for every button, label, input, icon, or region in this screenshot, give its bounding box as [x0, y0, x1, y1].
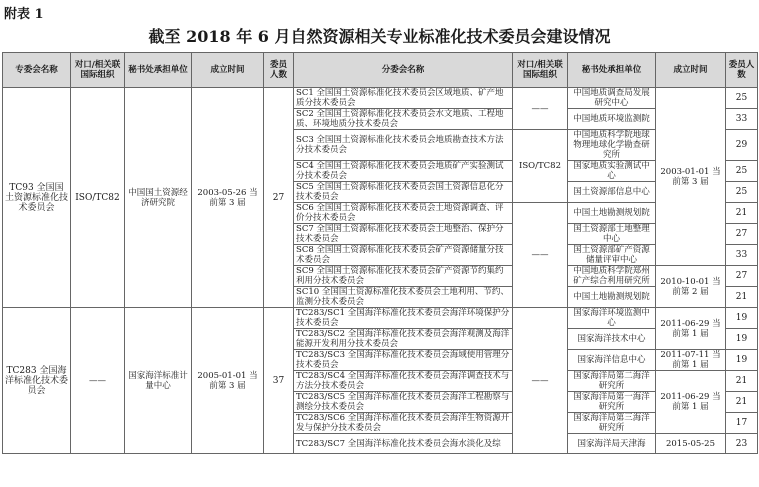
sub-name: SC8 全国国土资源标准化技术委员会矿产资源储量分技术委员会 [294, 245, 513, 266]
sub-secretariat: 中国地质科学院地球物理地球化学勘查研究所 [568, 130, 656, 161]
sub-name: TC283/SC1 全国海洋标准化技术委员会海洋环境保护分技术委员会 [294, 308, 513, 329]
sub-name: TC283/SC3 全国海洋标准化技术委员会海域使用管理分技术委员会 [294, 350, 513, 371]
sub-members: 33 [726, 245, 758, 266]
committee-members: 27 [264, 88, 294, 308]
sub-secretariat: 国家海洋技术中心 [568, 329, 656, 350]
sub-intl-org: —— [513, 308, 568, 454]
sub-name: SC10 全国国土资源标准化技术委员会土地利用、节约、监测分技术委员会 [294, 287, 513, 308]
table-header-row [3, 53, 758, 88]
sub-members: 17 [726, 413, 758, 434]
sub-intl-org: ISO/TC82 [513, 130, 568, 203]
appendix-label: 附表 1 [4, 7, 44, 22]
document-title: 截至 2018 年 6 月自然资源相关专业标准化技术委员会建设情况 [148, 27, 611, 46]
committee-established: 2003-05-26 当前第 3 届 [192, 88, 264, 308]
sub-name: TC283/SC4 全国海洋标准化技术委员会海洋调查技术与方法分技术委员会 [294, 371, 513, 392]
sub-members: 25 [726, 182, 758, 203]
sub-established: 2011-06-29 当前第 1 届 [656, 371, 726, 434]
sub-established: 2011-06-29 当前第 1 届 [656, 308, 726, 350]
sub-secretariat: 国家海洋局第二海洋研究所 [568, 371, 656, 392]
sub-intl-org: —— [513, 203, 568, 308]
committee-intl-org: —— [71, 308, 125, 454]
header-intl-org: 对口/相关联国际组织 [71, 53, 125, 88]
sub-members: 25 [726, 161, 758, 182]
sub-secretariat: 国家地质实验测试中心 [568, 161, 656, 182]
sub-established: 2011-07-11 当前第 1 届 [656, 350, 726, 371]
sub-members: 27 [726, 266, 758, 287]
committee-members: 37 [264, 308, 294, 454]
sub-secretariat: 中国地质科学院郑州矿产综合利用研究所 [568, 266, 656, 287]
table-row [3, 88, 758, 109]
sub-members: 33 [726, 109, 758, 130]
sub-secretariat: 国家海洋局天津海 [568, 434, 656, 454]
committee-table [2, 52, 758, 454]
sub-secretariat: 国家海洋局第一海洋研究所 [568, 392, 656, 413]
sub-members: 21 [726, 287, 758, 308]
sub-members: 29 [726, 130, 758, 161]
sub-intl-org: —— [513, 88, 568, 130]
header-secretariat: 秘书处承担单位 [125, 53, 192, 88]
sub-secretariat: 国家海洋局第三海洋研究所 [568, 413, 656, 434]
sub-name: TC283/SC5 全国海洋标准化技术委员会海洋工程勘察与测绘分技术委员会 [294, 392, 513, 413]
sub-members: 19 [726, 350, 758, 371]
committee-established: 2005-01-01 当前第 3 届 [192, 308, 264, 454]
sub-name: SC3 全国国土资源标准化技术委员会地质勘查技术方法分技术委员会 [294, 130, 513, 161]
header-sub-secretariat: 秘书处承担单位 [568, 53, 656, 88]
committee-name: TC93 全国国土资源标准化技术委员会 [3, 88, 71, 308]
sub-established: 2015-05-25 [656, 434, 726, 454]
sub-members: 23 [726, 434, 758, 454]
sub-members: 25 [726, 88, 758, 109]
committee-secretariat: 中国国土资源经济研究院 [125, 88, 192, 308]
header-sub-name: 分委会名称 [294, 53, 513, 88]
sub-name: SC4 全国国土资源标准化技术委员会地质矿产实验测试分技术委员会 [294, 161, 513, 182]
sub-name: SC6 全国国土资源标准化技术委员会土地资源调查、评价分技术委员会 [294, 203, 513, 224]
sub-secretariat: 国土资源部土地整理中心 [568, 224, 656, 245]
sub-members: 21 [726, 371, 758, 392]
committee-name: TC283 全国海洋标准化技术委员会 [3, 308, 71, 454]
sub-name: SC9 全国国土资源标准化技术委员会矿产资源节约集约利用分技术委员会 [294, 266, 513, 287]
sub-secretariat: 国家海洋信息中心 [568, 350, 656, 371]
sub-name: SC2 全国国土资源标准化技术委员会水文地质、工程地质、环境地质分技术委员会 [294, 109, 513, 130]
sub-established: 2003-01-01 当前第 3 届 [656, 88, 726, 266]
header-committee-name: 专委会名称 [3, 53, 71, 88]
sub-secretariat: 国土资源部信息中心 [568, 182, 656, 203]
sub-members: 21 [726, 203, 758, 224]
table-row [3, 308, 758, 329]
header-sub-members: 委员人数 [726, 53, 758, 88]
sub-members: 27 [726, 224, 758, 245]
committee-intl-org: ISO/TC82 [71, 88, 125, 308]
sub-secretariat: 国土资源部矿产资源储量评审中心 [568, 245, 656, 266]
sub-members: 19 [726, 308, 758, 329]
sub-secretariat: 中国土地勘测规划院 [568, 203, 656, 224]
sub-secretariat: 中国土地勘测规划院 [568, 287, 656, 308]
header-sub-established: 成立时间 [656, 53, 726, 88]
sub-name: TC283/SC2 全国海洋标准化技术委员会海洋观测及海洋能源开发利用分技术委员会 [294, 329, 513, 350]
header-members: 委员人数 [264, 53, 294, 88]
sub-members: 19 [726, 329, 758, 350]
sub-established: 2010-10-01 当前第 2 届 [656, 266, 726, 308]
sub-secretariat: 国家海洋环境监测中心 [568, 308, 656, 329]
header-sub-intl-org: 对口/相关联国际组织 [513, 53, 568, 88]
sub-name: TC283/SC7 全国海洋标准化技术委员会海水淡化及综 [294, 434, 513, 454]
sub-members: 21 [726, 392, 758, 413]
sub-secretariat: 中国地质调查局发展研究中心 [568, 88, 656, 109]
sub-name: SC1 全国国土资源标准化技术委员会区域地质、矿产地质分技术委员会 [294, 88, 513, 109]
header-established: 成立时间 [192, 53, 264, 88]
committee-secretariat: 国家海洋标准计量中心 [125, 308, 192, 454]
sub-name: TC283/SC6 全国海洋标准化技术委员会海洋生物资源开发与保护分技术委员会 [294, 413, 513, 434]
sub-name: SC7 全国国土资源标准化技术委员会土地整治、保护分技术委员会 [294, 224, 513, 245]
sub-name: SC5 全国国土资源标准化技术委员会国土资源信息化分技术委员会 [294, 182, 513, 203]
sub-secretariat: 中国地质环境监测院 [568, 109, 656, 130]
